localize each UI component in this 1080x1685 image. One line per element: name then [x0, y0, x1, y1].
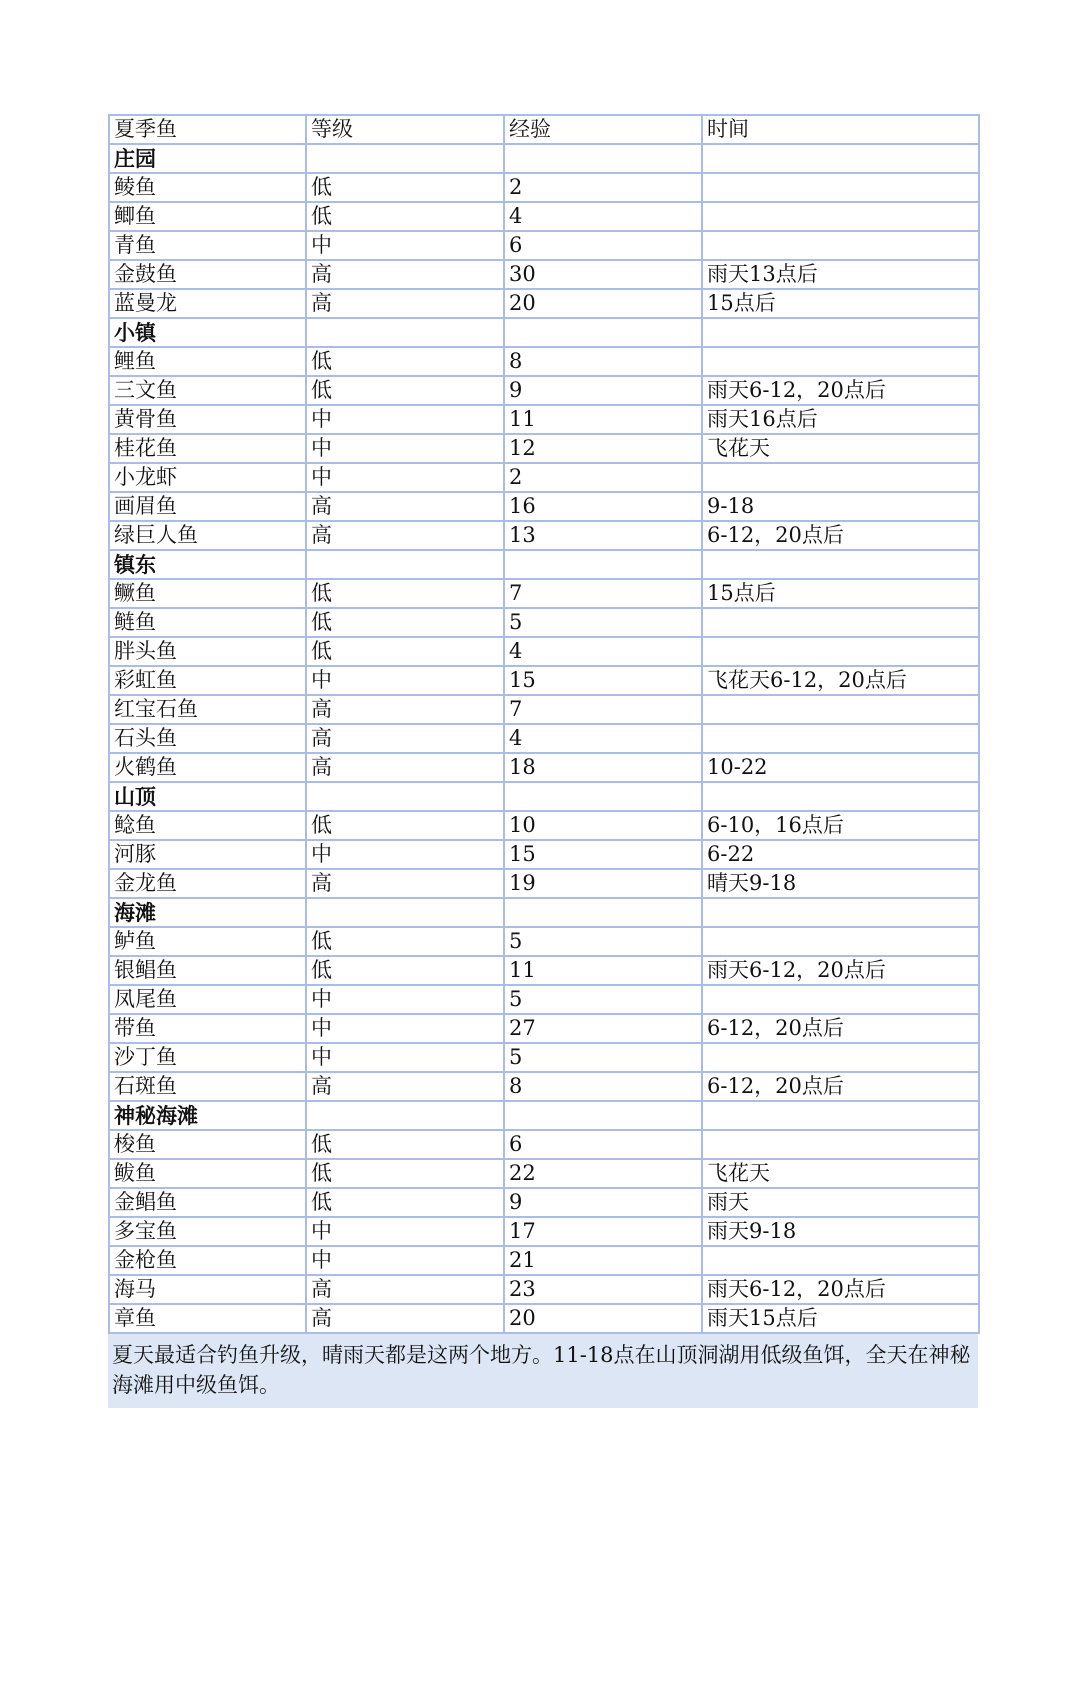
fish-name-cell: 海马: [109, 1275, 306, 1304]
exp-cell: [504, 318, 702, 347]
table-row: [109, 347, 979, 376]
table-row: [109, 376, 979, 405]
table-row: [109, 840, 979, 869]
time-cell: [702, 782, 979, 811]
fish-name-cell: 鲶鱼: [109, 811, 306, 840]
fish-name-cell: 鳜鱼: [109, 579, 306, 608]
table-row: [109, 405, 979, 434]
fish-name-cell: 凤尾鱼: [109, 985, 306, 1014]
level-cell: [306, 782, 504, 811]
time-cell: 10-22: [702, 753, 979, 782]
fish-name-cell: 金鲳鱼: [109, 1188, 306, 1217]
fish-name-cell: 火鹤鱼: [109, 753, 306, 782]
time-cell: 6-10，16点后: [702, 811, 979, 840]
table-row: [109, 1014, 979, 1043]
exp-cell: 5: [504, 985, 702, 1014]
level-cell: 低: [306, 376, 504, 405]
time-cell: [702, 695, 979, 724]
exp-cell: 2: [504, 463, 702, 492]
level-cell: 低: [306, 579, 504, 608]
exp-cell: 18: [504, 753, 702, 782]
level-cell: 低: [306, 927, 504, 956]
time-cell: [702, 927, 979, 956]
exp-cell: 11: [504, 956, 702, 985]
time-cell: 6-12，20点后: [702, 521, 979, 550]
table-row: [109, 956, 979, 985]
time-cell: [702, 173, 979, 202]
fish-name-cell: 彩虹鱼: [109, 666, 306, 695]
level-cell: 低: [306, 956, 504, 985]
level-cell: 高: [306, 492, 504, 521]
table-row: [109, 434, 979, 463]
exp-cell: 4: [504, 202, 702, 231]
document: [108, 114, 978, 1408]
level-cell: 高: [306, 724, 504, 753]
table-row: [109, 608, 979, 637]
level-cell: 高: [306, 695, 504, 724]
fish-name-cell: 黄骨鱼: [109, 405, 306, 434]
table-row: [109, 579, 979, 608]
level-cell: [306, 144, 504, 173]
exp-cell: [504, 144, 702, 173]
time-cell: 飞花天6-12，20点后: [702, 666, 979, 695]
time-cell: 雨天6-12，20点后: [702, 1275, 979, 1304]
table-row: [109, 173, 979, 202]
section-title: 海滩: [109, 898, 306, 927]
fish-name-cell: 小龙虾: [109, 463, 306, 492]
time-cell: 6-12，20点后: [702, 1014, 979, 1043]
header-cell-fish: 夏季鱼: [109, 115, 306, 144]
table-row: [109, 1304, 979, 1333]
time-cell: 雨天9-18: [702, 1217, 979, 1246]
fish-name-cell: 沙丁鱼: [109, 1043, 306, 1072]
exp-cell: [504, 898, 702, 927]
fish-name-cell: 鲅鱼: [109, 1159, 306, 1188]
section-row: [109, 1101, 979, 1130]
table-row: [109, 492, 979, 521]
section-row: [109, 550, 979, 579]
exp-cell: [504, 1101, 702, 1130]
exp-cell: 12: [504, 434, 702, 463]
fish-table: [108, 114, 980, 1334]
exp-cell: 10: [504, 811, 702, 840]
fish-name-cell: 河豚: [109, 840, 306, 869]
table-row: [109, 637, 979, 666]
level-cell: 中: [306, 840, 504, 869]
time-cell: 15点后: [702, 579, 979, 608]
exp-cell: 11: [504, 405, 702, 434]
exp-cell: 9: [504, 376, 702, 405]
exp-cell: 23: [504, 1275, 702, 1304]
fish-name-cell: 金枪鱼: [109, 1246, 306, 1275]
table-row: [109, 985, 979, 1014]
header-cell-exp: 经验: [504, 115, 702, 144]
level-cell: 低: [306, 1130, 504, 1159]
time-cell: 雨天6-12，20点后: [702, 376, 979, 405]
table-row: [109, 1217, 979, 1246]
fish-name-cell: 梭鱼: [109, 1130, 306, 1159]
table-row: [109, 1275, 979, 1304]
table-row: [109, 521, 979, 550]
time-cell: 雨天15点后: [702, 1304, 979, 1333]
fish-name-cell: 鲮鱼: [109, 173, 306, 202]
time-cell: [702, 608, 979, 637]
exp-cell: 7: [504, 695, 702, 724]
section-row: [109, 318, 979, 347]
exp-cell: 2: [504, 173, 702, 202]
level-cell: 高: [306, 1275, 504, 1304]
exp-cell: 7: [504, 579, 702, 608]
level-cell: [306, 318, 504, 347]
table-row: [109, 231, 979, 260]
level-cell: 中: [306, 1217, 504, 1246]
time-cell: 6-12，20点后: [702, 1072, 979, 1101]
fish-name-cell: 红宝石鱼: [109, 695, 306, 724]
section-title: 庄园: [109, 144, 306, 173]
fish-name-cell: 桂花鱼: [109, 434, 306, 463]
exp-cell: 21: [504, 1246, 702, 1275]
table-row: [109, 1072, 979, 1101]
exp-cell: 30: [504, 260, 702, 289]
header-cell-time: 时间: [702, 115, 979, 144]
table-row: [109, 202, 979, 231]
table-row: [109, 666, 979, 695]
exp-cell: 27: [504, 1014, 702, 1043]
time-cell: 飞花天: [702, 1159, 979, 1188]
table-row: [109, 1159, 979, 1188]
level-cell: [306, 898, 504, 927]
fish-name-cell: 多宝鱼: [109, 1217, 306, 1246]
exp-cell: 13: [504, 521, 702, 550]
time-cell: [702, 231, 979, 260]
time-cell: [702, 898, 979, 927]
fish-name-cell: 银鲳鱼: [109, 956, 306, 985]
level-cell: 低: [306, 1159, 504, 1188]
time-cell: 飞花天: [702, 434, 979, 463]
table-row: [109, 1246, 979, 1275]
exp-cell: 17: [504, 1217, 702, 1246]
table-row: [109, 927, 979, 956]
fish-name-cell: 章鱼: [109, 1304, 306, 1333]
level-cell: 低: [306, 202, 504, 231]
table-header-row: [109, 115, 979, 144]
table-row: [109, 260, 979, 289]
table-row: [109, 1130, 979, 1159]
exp-cell: 4: [504, 724, 702, 753]
level-cell: 低: [306, 1188, 504, 1217]
section-title: 镇东: [109, 550, 306, 579]
time-cell: 6-22: [702, 840, 979, 869]
level-cell: 中: [306, 463, 504, 492]
exp-cell: 5: [504, 927, 702, 956]
table-row: [109, 753, 979, 782]
section-title: 小镇: [109, 318, 306, 347]
time-cell: 雨天16点后: [702, 405, 979, 434]
table-row: [109, 463, 979, 492]
level-cell: 低: [306, 173, 504, 202]
level-cell: 高: [306, 1304, 504, 1333]
section-row: [109, 144, 979, 173]
time-cell: 雨天13点后: [702, 260, 979, 289]
exp-cell: 6: [504, 231, 702, 260]
time-cell: 雨天6-12，20点后: [702, 956, 979, 985]
section-title: 神秘海滩: [109, 1101, 306, 1130]
level-cell: 高: [306, 753, 504, 782]
section-row: [109, 898, 979, 927]
exp-cell: 4: [504, 637, 702, 666]
exp-cell: 16: [504, 492, 702, 521]
exp-cell: 9: [504, 1188, 702, 1217]
table-row: [109, 724, 979, 753]
level-cell: 中: [306, 985, 504, 1014]
exp-cell: [504, 550, 702, 579]
fish-name-cell: 金鼓鱼: [109, 260, 306, 289]
level-cell: 高: [306, 260, 504, 289]
fish-name-cell: 三文鱼: [109, 376, 306, 405]
fish-name-cell: 鲈鱼: [109, 927, 306, 956]
table-row: [109, 1043, 979, 1072]
header-cell-level: 等级: [306, 115, 504, 144]
fish-name-cell: 胖头鱼: [109, 637, 306, 666]
exp-cell: 20: [504, 1304, 702, 1333]
fish-name-cell: 鲤鱼: [109, 347, 306, 376]
time-cell: 雨天: [702, 1188, 979, 1217]
level-cell: [306, 1101, 504, 1130]
level-cell: 高: [306, 521, 504, 550]
time-cell: [702, 724, 979, 753]
exp-cell: 22: [504, 1159, 702, 1188]
level-cell: 中: [306, 1043, 504, 1072]
level-cell: 中: [306, 1246, 504, 1275]
table-row: [109, 1188, 979, 1217]
table-row: [109, 869, 979, 898]
level-cell: 低: [306, 347, 504, 376]
time-cell: [702, 1246, 979, 1275]
time-cell: [702, 1043, 979, 1072]
exp-cell: 8: [504, 1072, 702, 1101]
level-cell: 高: [306, 289, 504, 318]
time-cell: [702, 550, 979, 579]
table-row: [109, 289, 979, 318]
level-cell: 高: [306, 869, 504, 898]
fish-name-cell: 鲢鱼: [109, 608, 306, 637]
exp-cell: 8: [504, 347, 702, 376]
level-cell: 中: [306, 231, 504, 260]
fish-name-cell: 石斑鱼: [109, 1072, 306, 1101]
level-cell: 中: [306, 405, 504, 434]
exp-cell: 19: [504, 869, 702, 898]
exp-cell: 5: [504, 608, 702, 637]
time-cell: [702, 347, 979, 376]
exp-cell: 15: [504, 840, 702, 869]
fish-name-cell: 带鱼: [109, 1014, 306, 1043]
fish-name-cell: 石头鱼: [109, 724, 306, 753]
level-cell: 低: [306, 608, 504, 637]
time-cell: [702, 985, 979, 1014]
level-cell: 中: [306, 666, 504, 695]
fish-name-cell: 青鱼: [109, 231, 306, 260]
time-cell: [702, 202, 979, 231]
time-cell: [702, 637, 979, 666]
fish-name-cell: 金龙鱼: [109, 869, 306, 898]
section-title: 山顶: [109, 782, 306, 811]
exp-cell: 20: [504, 289, 702, 318]
fish-table-body: [109, 115, 979, 1333]
exp-cell: [504, 782, 702, 811]
summary-note: 夏天最适合钓鱼升级，晴雨天都是这两个地方。11-18点在山顶洞湖用低级鱼饵，全天在神秘海滩用中级鱼饵。: [108, 1334, 978, 1408]
level-cell: 中: [306, 1014, 504, 1043]
time-cell: [702, 318, 979, 347]
table-row: [109, 811, 979, 840]
time-cell: 晴天9-18: [702, 869, 979, 898]
time-cell: 15点后: [702, 289, 979, 318]
level-cell: 中: [306, 434, 504, 463]
table-row: [109, 695, 979, 724]
fish-name-cell: 鲫鱼: [109, 202, 306, 231]
exp-cell: 5: [504, 1043, 702, 1072]
time-cell: [702, 1130, 979, 1159]
time-cell: [702, 144, 979, 173]
level-cell: [306, 550, 504, 579]
fish-name-cell: 绿巨人鱼: [109, 521, 306, 550]
section-row: [109, 782, 979, 811]
time-cell: [702, 1101, 979, 1130]
fish-name-cell: 画眉鱼: [109, 492, 306, 521]
fish-name-cell: 蓝曼龙: [109, 289, 306, 318]
level-cell: 低: [306, 811, 504, 840]
level-cell: 高: [306, 1072, 504, 1101]
exp-cell: 6: [504, 1130, 702, 1159]
exp-cell: 15: [504, 666, 702, 695]
time-cell: [702, 463, 979, 492]
level-cell: 低: [306, 637, 504, 666]
time-cell: 9-18: [702, 492, 979, 521]
